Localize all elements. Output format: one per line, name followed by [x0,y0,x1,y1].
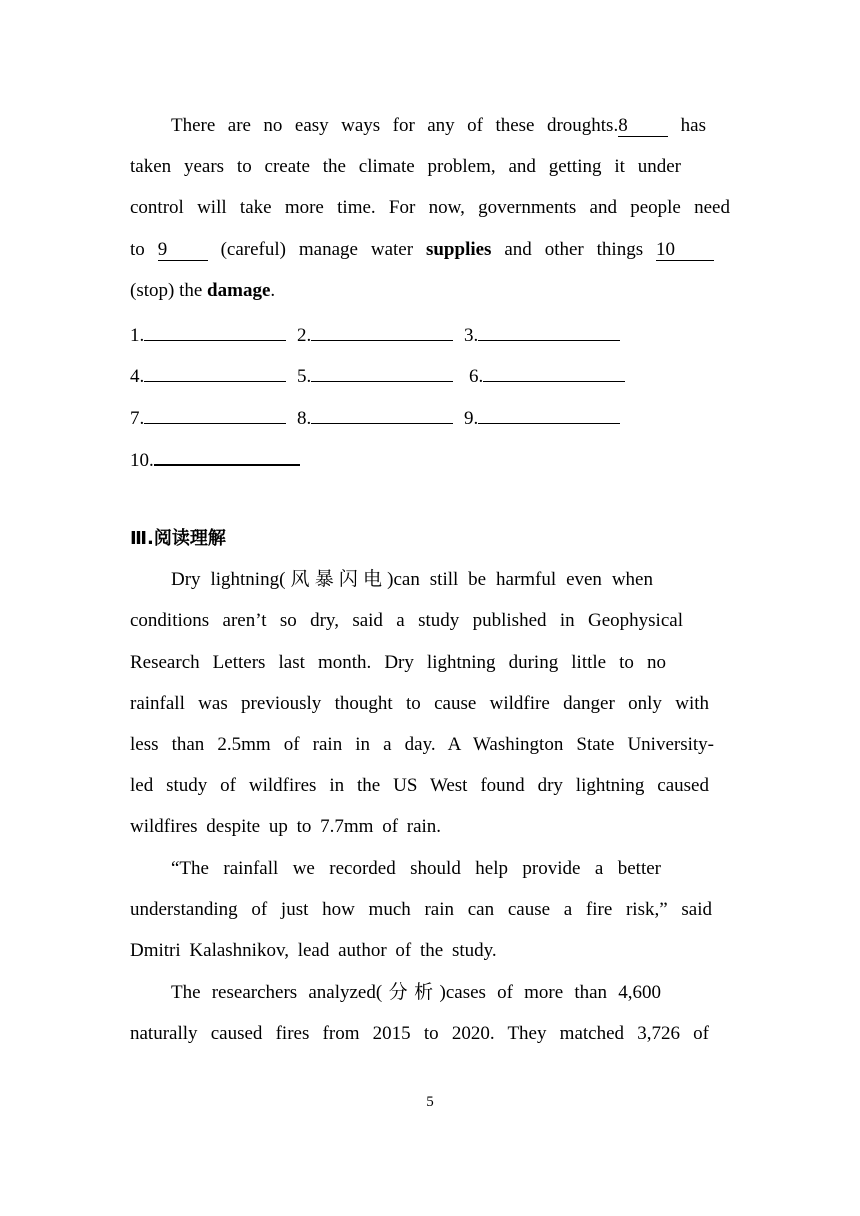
answer-line-6: 6. [469,362,625,386]
para2-line-6: led study of wildfires in the US West found dry lightning caused [130,775,709,796]
para2-line-1: Dry lightning(风暴闪电)can still be harmful even when [171,569,653,590]
para1-line-5: (stop) the damage. [130,280,276,301]
para4-line-2: naturally caused fires from 2015 to 2020. They matched 3,726 of [130,1023,709,1044]
para1-line-1: There are no easy ways for any of these droughts.8 has [171,115,706,136]
para2-line-4: rainfall was previously thought to cause wildfire danger only with [130,693,709,714]
blank-10: 10 [656,240,714,261]
answer-line-2: 2. [297,321,453,345]
answer-line-8: 8. [297,404,453,428]
answer-line-5: 5. [297,362,453,386]
para2-line-2: conditions aren’t so dry, said a study published in Geophysical [130,610,683,631]
blank-9: 9 [158,240,208,261]
answer-line-4: 4. [130,362,286,386]
para2-line-7: wildfires despite up to 7.7mm of rain. [130,816,442,837]
para3-line-2: understanding of just how much rain can cause a fire risk,” said [130,899,712,920]
para2-line-5: less than 2.5mm of rain in a day. A Washington State University- [130,734,714,755]
para4-line-1: The researchers analyzed(分析)cases of more than 4,600 [171,982,661,1003]
answer-line-7: 7. [130,404,286,428]
answer-line-3: 3. [464,321,620,345]
para3-line-3: Dmitri Kalashnikov, lead author of the study. [130,940,497,961]
para1-line-3: control will take more time. For now, governments and people need [130,197,730,218]
para1-line-4: to 9 (careful) manage water supplies and other things 10 [130,238,714,262]
section-heading: Ⅲ.阅读理解 [130,528,226,549]
blank-8: 8 [618,116,668,137]
page-number: 5 [426,1094,434,1110]
answer-line-1: 1. [130,321,286,345]
para3-line-1: “The rainfall we recorded should help provide a better [171,858,661,879]
answer-line-10: 10. [130,445,300,469]
para1-line-2: taken years to create the climate problem, and getting it under [130,156,681,177]
answer-line-9: 9. [464,404,620,428]
para2-line-3: Research Letters last month. Dry lightning during little to no [130,652,666,673]
